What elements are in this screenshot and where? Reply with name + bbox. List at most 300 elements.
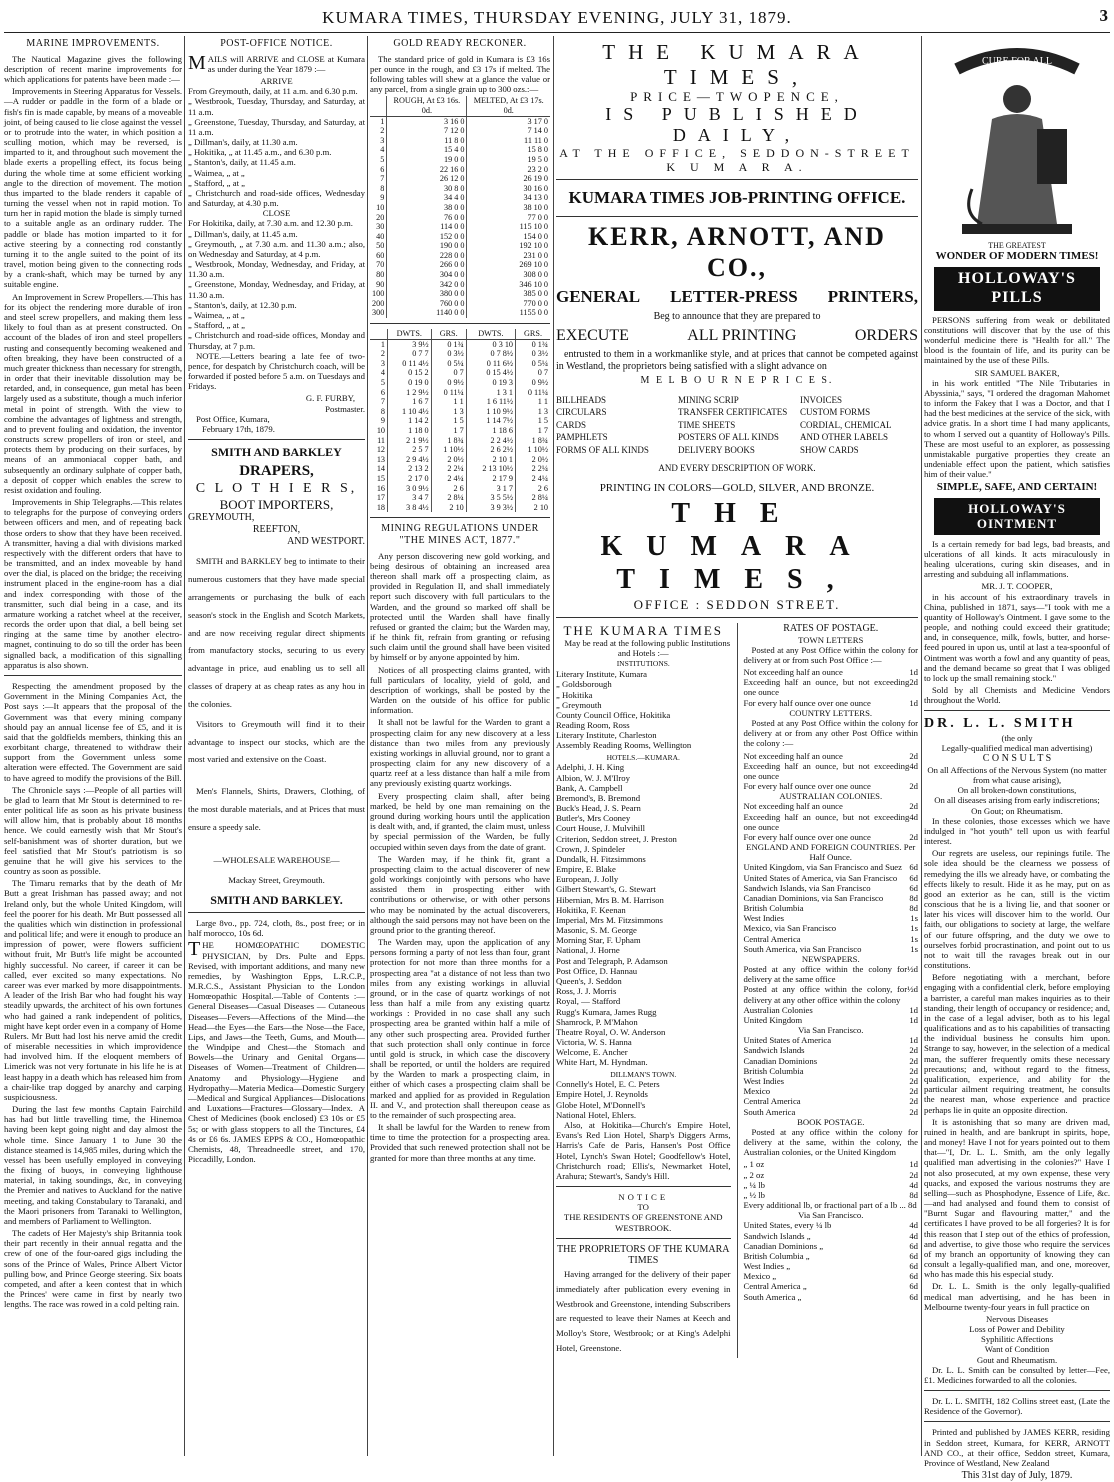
hotel-item: Post and Telegraph, P. Adamson <box>556 955 668 966</box>
postage-row: „ 2 oz 2d <box>743 1169 918 1180</box>
printing-item: INVOICES <box>800 394 842 405</box>
holloway-paragraph: PERSONS suffering from weak or debilitated constitutions will discover that by the use of this wonderful medicine there is "Health for all." The blood is the fountain of life, and its purity can be maintained by the use of these Pills. <box>924 314 1110 366</box>
postage-row: Exceeding half an ounce, but not exceeding one ounce 4d <box>743 760 918 781</box>
dr-smith-list-item: Want of Condition <box>984 1344 1050 1355</box>
close-item: „ Dillman's, daily, at 11.45 a.m. <box>188 228 298 239</box>
hotel-item: Imperial, Mrs M. Fitzsimmons <box>556 914 663 925</box>
job-printing-title: KUMARA TIMES JOB-PRINTING OFFICE. <box>568 188 906 208</box>
gold-dwt-row: 10 1 18 0 1 7 1 18 6 1 7 <box>376 425 548 435</box>
postage-row: For every half ounce over one ounce 1d <box>743 697 918 708</box>
postage-row: Central America 2d <box>743 1096 918 1107</box>
hotel-item: White Hart, M. Hyndman. <box>556 1057 648 1068</box>
country-rows <box>744 751 919 792</box>
post-office-intro: MAILS will ARRIVE and CLOSE at Kumara as under during the Year 1879 :— <box>188 51 365 74</box>
gold-dwt-row: 7 1 6 7 1 1 1 6 11½ 1 1 <box>380 397 548 407</box>
arrive-item: „ Stafford, „ at „ <box>188 177 246 188</box>
hotel-item: Victoria, W. S. Hanna <box>556 1037 632 1048</box>
holloway-paragraph: in his work entitled "The Nile Tributaries in Abyssinia," says, "I ordered the dragoman Mahomet to inform the Fakey that I was a Doctor, and that I had the best medicines at the service of the sick, with advice gratis. In a short time I had many applicants, to whom I served out a quantity of Holloway's Pills. These are most useful to an explorer, as possessing unmistakable purgative properties they create an undeniable effect upon the patient, which satisfies him of their value." <box>924 377 1110 480</box>
hotel-item: Masonic, S. M. George <box>556 925 637 936</box>
hotel-item: Adelphi, J. H. King <box>556 762 625 773</box>
holloway-wonder: WONDER OF MODERN TIMES! <box>935 250 1099 263</box>
postage-row: West Indies 1s <box>743 913 918 924</box>
printers-word: PRINTERS, <box>827 287 918 307</box>
institutions-list <box>556 669 731 750</box>
general-printers-line <box>556 287 918 307</box>
holloway-greatest: THE GREATEST <box>988 241 1046 250</box>
postage-rates <box>744 623 919 1358</box>
country-intro: Posted at any Post Office within the colony for delivery at or from any other Post Office within the colony :— <box>743 717 918 749</box>
postage-row: For every half ounce over one ounce 2d <box>743 781 918 792</box>
hotel-item: Theatre Royal, O. W. Anderson <box>556 1026 666 1037</box>
notice-to: TO <box>637 1202 649 1213</box>
proprietors-title: THE PROPRIETORS OF THE KUMARA TIMES <box>557 1243 730 1267</box>
gold-oz-row: 10 38 0 0 38 10 0 <box>376 202 548 212</box>
institution-item: „ Goldsborough <box>556 679 612 690</box>
kumara-ad-price: PRICE—TWOPENCE, <box>630 89 844 105</box>
dr-smith-list-item: Loss of Power and Debility <box>969 1324 1065 1335</box>
postage-row: British Columbia „ 6d <box>743 1250 918 1261</box>
hotel-item: Albion, W. J. M'Ilroy <box>556 772 630 783</box>
column-divider <box>367 36 368 1456</box>
marine-title: MARINE IMPROVEMENTS. <box>26 38 160 49</box>
divider <box>188 912 365 913</box>
homoeopathic-price: Large 8vo., pp. 724, cloth, 8s., post free; or in half morocco, 10s 6d. <box>188 918 365 939</box>
news-rows <box>744 964 919 1025</box>
close-item: „ Greenstone, Monday, Wednesday, and Friday, at 11.30 a.m. <box>188 279 365 300</box>
news-paragraph: The Timaru remarks that by the death of Mr Butt a great Irishman has passed away; and not Ireland only, but the whole United Kingdom, will feel the poorer for his death. Mr Butt possessed all the qualities which win distinction in professional and political life; and were it enough to produce an impression of power, were flowers sufficient without fruit, Mr Butt's life might be accounted highly successful. No career, if career it can be called, ever excited so many expectations. No career was ever marked by more disappointments. A leader of the Irish Bar who had fought his way steadily upwards, the architect of his own fortunes who had gained a rank independent of politics, might have kept order even in a company of Home Rulers. Mr Butt had lost his nerve amid the credit of miserable necessities in which improvidence had involved him. If the eloquent members of Limerick was not very fortunate in his life he is at least happy in a death which has released him from a chair-like trap dogged by anarchy and carping suspiciousness. <box>4 878 182 1102</box>
divider <box>556 1238 731 1239</box>
book-label: BOOK POSTAGE. <box>797 1116 865 1127</box>
gold-oz-row: 6 22 16 0 23 2 0 <box>380 164 548 174</box>
postage-row: Sandwich Islands „ 4d <box>743 1230 918 1241</box>
smith-barkley-line: AND WESTPORT. <box>287 535 365 547</box>
printing-item: SHOW CARDS <box>800 444 859 455</box>
arrive-label: ARRIVE <box>260 76 293 87</box>
post-office-place: Post Office, Kumara, <box>196 413 270 424</box>
column-divider <box>184 36 185 1456</box>
postage-row: Sandwich Islands, via San Francisco 6d <box>743 882 918 893</box>
divider <box>924 1421 1110 1422</box>
gold-dwt-row: 8 1 10 4½ 1 3 1 10 9½ 1 3 <box>380 406 548 416</box>
dr-smith-list-item: Gout and Rheumatism. <box>976 1354 1058 1365</box>
obtained-title: THE KUMARA TIMES <box>563 622 724 638</box>
obtained-list <box>556 623 738 1358</box>
institutions-label: INSTITUTIONS. <box>616 659 670 669</box>
postage-row: United Kingdom, via San Francisco and Suez 6d <box>743 862 918 873</box>
orders-word: ORDERS <box>854 326 918 344</box>
postage-row: Canadian Dominions „ 6d <box>743 1240 918 1251</box>
book-rows <box>744 1159 919 1200</box>
publication-date: This 31st day of July, 1879. <box>961 1470 1073 1482</box>
dr-smith-only: (the only <box>1001 732 1033 743</box>
post-office-date: February 17th, 1879. <box>202 423 275 434</box>
gold-dwt-row: 15 2 17 0 2 4¼ 2 17 9 2 4¼ <box>376 473 548 483</box>
dillmans-label: DILLMAN'S TOWN. <box>610 1069 677 1079</box>
holloway-simple: SIMPLE, SAFE, AND CERTAIN! <box>936 481 1098 494</box>
grs-header: GRS. <box>431 329 466 339</box>
gold-oz-row: 70 266 0 0 269 10 0 <box>376 260 548 270</box>
gold-dwt-row: 17 3 4 7 2 8¼ 3 5 5½ 2 8¼ <box>376 493 548 503</box>
divider <box>924 1390 1110 1391</box>
postage-row: United States of America, via San Francisco 6d <box>743 872 918 883</box>
notice-title: NOTICE <box>618 1192 669 1203</box>
general-word: GENERAL <box>556 287 641 307</box>
gold-dwt-row: 6 1 2 9½ 0 11¼ 1 3 1 0 11¼ <box>380 387 548 397</box>
gold-oz-table <box>370 96 550 318</box>
postage-row: British Columbia 8d <box>743 903 918 914</box>
execute-line <box>556 327 918 346</box>
postage-row: Central America 1s <box>743 933 918 944</box>
printing-item: CUSTOM FORMS <box>800 407 871 418</box>
smith-barkley-address: Mackay Street, Greymouth. <box>228 874 325 885</box>
printing-item: FORMS OF ALL KINDS <box>556 444 649 455</box>
hotel-item: Shamrock, P. M'Mahon <box>556 1016 638 1027</box>
mining-paragraph: The Warden may, if he think fit, grant a prospecting claim to the actual discoverer of new gold workings conjointly with persons who have assisted them in prospecting either with contributions or otherwise, or with other persons who may be nominated by the actual discoverers, although the said persons may not have been on the ground prior to the granting thereof. <box>370 853 550 935</box>
postage-title: RATES OF POSTAGE. <box>783 622 879 634</box>
close-item: „ Christchurch and road-side offices, Monday and Thursday, at 7 p.m. <box>188 330 365 351</box>
close-item: „ Waimea, „ at „ <box>188 309 245 320</box>
gold-oz-row: 200 760 0 0 770 0 0 <box>372 298 548 308</box>
institution-item: Assembly Reading Rooms, Wellington <box>556 740 692 751</box>
gold-dwt-row: 3 0 11 4½ 0 5¼ 0 11 6½ 0 5¼ <box>380 358 548 368</box>
dr-smith-name: DR. L. L. SMITH <box>924 716 1076 732</box>
gold-oz-row: 90 342 0 0 346 10 0 <box>376 279 548 289</box>
hotel-item: Buck's Head, J. S. Pearn <box>556 803 641 814</box>
mining-paragraph: Every prospecting claim shall, after being marked, be held by one man remaining on the ground during working hours until the application is dealt with, and, if granted, the claim must, unless by special permission of the Warden, be fully occupied within seven days from the date of grant. <box>370 790 550 852</box>
hotel-item: Criterion, Seddon street, J. Preston <box>556 833 677 844</box>
hotel-item: Hibernian, Mrs B. M. Harrison <box>556 894 664 905</box>
gold-dwt-row: 5 0 19 0 0 9½ 0 19 3 0 9½ <box>380 378 548 387</box>
gold-rough-header: ROUGH, At £3 16s. 0d. <box>387 96 467 116</box>
arrive-list <box>188 86 365 208</box>
post-office-title: POST-OFFICE NOTICE. <box>220 38 333 49</box>
column-divider <box>921 36 922 1456</box>
hotel-item: Ross, J. J. Morris <box>556 986 617 997</box>
divider <box>556 216 918 217</box>
printing-item: PAMPHLETS <box>556 432 608 443</box>
column-divider <box>553 36 554 1456</box>
gold-dwt-row: 4 0 15 2 0 7 0 15 4½ 0 7 <box>380 368 548 378</box>
postage-row: For every half ounce over one ounce 2d <box>743 831 918 842</box>
printed-by: Printed and published by JAMES KERR, residing in Seddon street, Kumara, for KERR, ARNOTT AND CO., at their office, Seddon street, Kumara, Province of Westland, New Zealand <box>924 1427 1110 1468</box>
hotel-item: Royal, — Stafford <box>556 996 621 1007</box>
printing-item: MINING SCRIP <box>678 394 739 405</box>
arrive-item: „ Waimea, „ at „ <box>188 167 245 178</box>
hotel-item: National, J. Horne <box>556 945 620 956</box>
book-intro: Posted at any office within the colony for delivery at the same, within the colony, the Australian colonies, or the United Kingdom <box>743 1126 918 1158</box>
postage-row: Not exceeding half an ounce 2d <box>743 801 918 812</box>
masthead-rule <box>4 32 1110 33</box>
hotel-item: Post Office, D. Hannau <box>556 965 638 976</box>
close-list <box>188 218 365 350</box>
baker-name: SIR SAMUEL BAKER, <box>974 367 1060 378</box>
obtained-intro: May be read at the following public Institutions and Hotels :— <box>564 638 731 659</box>
postage-row: United States of America 1d <box>743 1035 918 1046</box>
close-item: „ Stanton's, daily, at 12.30 p.m. <box>188 299 297 310</box>
hotel-item: Morning Star, F. Upham <box>556 935 641 946</box>
postage-row: Mexico, via San Francisco 1s <box>743 923 918 934</box>
gold-oz-row: 80 304 0 0 308 0 0 <box>376 270 548 280</box>
hotel-item: Gilbert Stewart's, G. Stewart <box>556 884 656 895</box>
smith-barkley-warehouse: —WHOLESALE WAREHOUSE— <box>213 854 340 865</box>
gold-dwt-row: 14 2 13 2 2 2¼ 2 13 10½ 2 2¼ <box>376 464 548 474</box>
hotel-item: Crown, J. Spindeler <box>556 843 626 854</box>
hotel-item: Empire, E. Blake <box>556 864 616 875</box>
smith-barkley-body: Men's Flannels, Shirts, Drawers, Clothing, of the most durable materials, and at Prices that must ensure a speedy sale. <box>188 786 365 832</box>
obtained-also: Also, at Hokitika—Church's Empire Hotel, Evans's Red Lion Hotel, Sharp's Diggers Arms, Harris's Cafe de Paris, Hansen's Post Office Hotel, Lynch's Swan Hotel; Goodfellow's Hotel, Christchurch road; Ellis's, Newmarket Hotel, Arahura; Stewart's, Sandy's Hill. <box>556 1119 731 1181</box>
smith-barkley-body: Visitors to Greymouth will find it to their advantage to inspect our stocks, which are the most varied and extensive on the Coast. <box>188 718 365 765</box>
dr-smith-qualified: Legally-qualified medical man advertising) <box>941 742 1093 753</box>
close-item: „ Greymouth, „ at 7.30 a.m. and 11.30 a.m.; also, on Wednesday and Saturday, at 4 p.m. <box>188 238 365 259</box>
holloway-pills-banner: HOLLOWAY'S PILLS <box>934 267 1100 310</box>
postage-row: Central America „ 6d <box>743 1281 918 1292</box>
kumara-ad-published: IS PUBLISHED DAILY, <box>605 104 869 146</box>
hotel-item: Butler's, Mrs Cooney <box>556 813 631 824</box>
close-item: For Hokitika, daily, at 7.30 a.m. and 12.30 p.m. <box>188 218 353 229</box>
kumara-ad-office: AT THE OFFICE, SEDDON-STREET <box>559 146 915 161</box>
postage-row: Posted at any office within the colony for delivery at the same office ½d <box>743 964 918 985</box>
printing-item: TRANSFER CERTIFICATES <box>678 407 788 418</box>
dwts-header: DWTS. <box>466 329 515 339</box>
postmaster-signature: G. F. FURBY, <box>305 393 355 404</box>
holloway-illustration <box>924 36 1110 241</box>
postage-row: British Columbia 2d <box>743 1065 918 1076</box>
town-label: TOWN LETTERS <box>798 634 864 645</box>
divider <box>370 323 550 324</box>
postage-row: Exceeding half an ounce, but not exceeding one ounce 4d <box>743 811 918 832</box>
hotel-item: Bremond's, B. Bremond <box>556 792 641 803</box>
mining-title: MINING REGULATIONS UNDER "THE MINES ACT, 1877." <box>381 523 539 546</box>
arrive-item: „ Stanton's, daily, at 11.45 a.m. <box>188 157 296 168</box>
dillmans-item: Connelly's Hotel, E. C. Peters <box>556 1079 660 1090</box>
dr-smith-list-item: Syphilitic Affections <box>981 1334 1053 1345</box>
gold-oz-row: 8 30 8 0 30 16 0 <box>380 183 548 193</box>
dr-smith-paragraph: In these colonies, those excesses which we have indulged in "hot youth" tell upon us with fearful interest. <box>924 815 1110 847</box>
arrive-item: „ Dillman's, daily, at 11.30 a.m. <box>188 137 298 148</box>
grs-header: GRS. <box>516 329 550 339</box>
dr-smith-line: On all diseases arising from early indiscretions; <box>934 795 1100 806</box>
news-paragraph: The Chronicle says :—People of all parties will be glad to learn that Mr Stout is determined to re-enter political life as soon as his private business will allow him, that is probably about 18 months hence. We could earnestly wish that Mr Stout's self-banishment was of shorter duration, but we feel satisfied that Mr Stout's patriotism is so genuine that he will give his services to the country as soon as possible. <box>4 784 182 877</box>
column-kumara-ads <box>556 36 918 1456</box>
postage-row: „ ½ lb 8d <box>743 1189 918 1200</box>
hotels-list <box>556 762 731 1067</box>
gold-dwt-row: 13 2 9 4½ 2 0½ 2 10 1 2 0½ <box>376 454 548 464</box>
close-item: „ Westbrook, Monday, Wednesday, and Friday, at 11.30 a.m. <box>188 259 365 280</box>
dr-smith-paragraph: Dr. L. L. Smith is the only legally-qualified medical man advertising, and he has been in Melbourne twenty-four years in full practice on <box>924 1281 1110 1312</box>
gold-title: GOLD READY RECKONER. <box>393 38 527 49</box>
gold-oz-row: 30 114 0 0 115 10 0 <box>376 222 548 232</box>
gold-intro: The standard price of gold in Kumara is £3 16s per ounce in the rough, and £3 17s if melted. The following tables will shew at a glance the value or any parcel, from a single grain up to 300 ozs.:— <box>370 53 550 95</box>
divider <box>556 179 918 180</box>
postage-row: Canadian Dominions, via San Francisco 8d <box>743 892 918 903</box>
gold-oz-row: 300 1140 0 0 1155 0 0 <box>372 308 548 318</box>
marine-paragraph: Improvements in Ship Telegraphs.—This relates to telegraphs for the purpose of conveying orders between officers and men, and of repeating back those orders to show that they have been received. A transmitter, having a dial with divisions marked respectively with the different orders that have to be transmitted, and an index moveable by hand over the dial, is placed on the bridge; the receiving instrument placed in the engine-room has a dial and index corresponding with those of the transmitter, such dial being in a case, and its armature working a ratchet wheel at the receiver, records the order upon that dial, a bell being set ringing at the same time by another electro-magnet, continuing to do so till the order has been signalled back, a modification of this signalling apparatus is also shown. <box>4 497 182 670</box>
marine-paragraph: Improvements in Steering Apparatus for Vessels.—A rudder or paddle in the form of a blade or fish's fin is made capable, by means of a moveable joint, of being caused to lie close against the vessel or to protrude into the water, in which position a sculling motion, which may be reversed, is imparted to it, and throughout such movement the blade exerts a propelling effect, its focus being during the whole time at some efficient working angle to the direction of movement. The motion thus imparted to the blade renders it capable of turning the vessel when not in rapid motion. To turn her in rapid motion the blade is simply turned to a suitable angle as an ordinary rudder. The paddle or blade has motion imparted to it for active steering by a connecting rod constantly turning it to the angle suited to the point of its travel, motion being given to the connecting rods by a crank-shaft, which may be turned by any suitable engine. <box>4 86 182 290</box>
institution-item: County Council Office, Hokitika <box>556 709 671 720</box>
marine-paragraph: An Improvement in Screw Propellers.—This has for its object the rendering more durable of iron and steel screw propellers, and making them less likely to foul than as at present constructed. On account of the blades of iron and steel propellers rusting and consequently becoming weakened and often breaking, they have been constructed of a much greater thickness than necessary for strength, in order that their inevitable dissolution may be retarded, and, in consequence, gun metal has been largely used as a substitute, though a much inferior metal in point of strength. With the view to combine the advantages of lightness and strength, and to prevent fouling and oxidation, the inventor constructs screw propellers of iron or steel, and protects them by producing on their surfaces, by means of an ammoniacal copper bath, and subsequently an ordinary sulphate of copper bath, a deposit of copper which enables the screw to resist oxidation and fouling. <box>4 291 182 495</box>
smith-barkley-line: BOOT IMPORTERS, <box>219 497 334 512</box>
postage-row: South America, via San Francisco 1s <box>743 943 918 954</box>
gold-oz-row: 4 15 4 0 15 8 0 <box>380 145 548 155</box>
kumara-ad-town: K U M A R A. <box>666 160 808 175</box>
divider <box>556 617 918 618</box>
gold-oz-row: 3 11 8 0 11 11 0 <box>380 135 548 145</box>
via-label: Via San Francisco. <box>798 1025 864 1036</box>
institution-item: „ Hokitika <box>556 689 593 700</box>
close-item: „ Stafford, „ at „ <box>188 320 246 331</box>
postage-row: South America „ 6d <box>743 1291 918 1302</box>
hotel-item: Hokitika, F. Keenan <box>556 904 626 915</box>
gold-dwt-row: 16 3 0 9½ 2 6 3 1 7 2 6 <box>376 483 548 493</box>
gold-oz-row: 1 3 16 0 3 17 0 <box>380 116 548 126</box>
column-post-office <box>188 36 365 1456</box>
aus-label: AUSTRALIAN COLONIES. <box>779 791 883 802</box>
gold-oz-row: 2 7 12 0 7 14 0 <box>380 126 548 136</box>
kumara-office: OFFICE : SEDDON STREET. <box>633 596 841 612</box>
arrive-item: From Greymouth, daily, at 11 a.m. and 6.30 p.m. <box>188 86 358 97</box>
notice-residents: THE RESIDENTS OF GREENSTONE AND WESTBROOK. <box>563 1212 723 1233</box>
news-paragraph: Respecting the amendment proposed by the Government in the Mining Companies Act, the Post says :—It appears that the proposal of the Government was that every mining company should pay an annual license fee of £5, and it is said that the goldfields members, thinking this an exorbitant charge, threatened to withdraw their support from the Government unless some alteration were effected. The Government are said to have agreed to modify the provisions of the Bill. <box>4 681 182 783</box>
postage-row: Exceeding half an ounce, but not exceeding one ounce 2d <box>743 677 918 698</box>
close-label: CLOSE <box>262 208 291 219</box>
gold-oz-row: 7 26 12 0 26 19 0 <box>380 174 548 184</box>
gold-oz-row: 60 228 0 0 231 0 0 <box>376 250 548 260</box>
country-label: COUNTRY LETTERS. <box>789 707 873 718</box>
news-paragraph: During the last few months Captain Fairchild has had but little travelling time, the Hinemoa having been kept going night and day almost the whole time. Since January 1 to June 30 the distance steamed is 14,985 miles, during which the vessel has been usefully employed in conveying the fixing of buoys, in conveying lighthouse material, in taking soundings, &c, in conveying the Premier and natives to Auckland for the native meeting, and taking Constabulary to Taranaki, and the Maori prisoners from Taranaki to Wellington, and members of Parliament to Wellington. <box>4 1104 182 1226</box>
gold-melted-header: MELTED, At £3 17s. 0d. <box>467 96 550 116</box>
dr-smith-line: On Gout; on Rheumatism. <box>971 805 1063 816</box>
printing-item: DELIVERY BOOKS <box>678 444 755 455</box>
book-extra: Every additional lb, or fractional part of a lb ... 8d <box>743 1200 917 1211</box>
dillmans-list <box>556 1079 731 1120</box>
arrive-item: „ Christchurch and road-side offices, Wednesday and Saturday, at 4.30 p.m. <box>188 187 365 209</box>
hotel-item: Court House, J. Mulvihill <box>556 823 646 834</box>
gold-oz-row: 9 34 4 0 34 13 0 <box>380 193 548 203</box>
postage-row: United Kingdom 1d <box>743 1014 918 1025</box>
postage-row: „ ¼ lb 4d <box>743 1179 918 1190</box>
hotel-item: Dundalk, H. Fitzsimmons <box>556 853 646 864</box>
post-office-note: NOTE.—Letters bearing a late fee of two-pence, for despatch by Christchurch coach, will be forwarded if posted before 5 a.m. on Tuesdays and Fridays. <box>188 350 365 392</box>
page-number: 3 <box>1099 6 1108 25</box>
dr-smith-list-item: Nervous Diseases <box>985 1313 1048 1324</box>
printing-item: BILLHEADS <box>556 394 606 405</box>
holloway-paragraph: Is a certain remedy for bad legs, bad breasts, and ulcerations of all kinds. It acts miraculously in healing ulcerations, curing skin diseases, and in arresting and subduing all inflammations. <box>924 538 1110 580</box>
divider <box>924 710 1110 711</box>
sub-columns <box>556 623 918 1358</box>
postage-row: Not exceeding half an ounce 2d <box>743 750 918 761</box>
foreign-rows <box>744 862 919 954</box>
dr-smith-paragraph: Dr. L. L. Smith can be consulted by letter—Fee, £1. Medicines forwarded to all the colonies. <box>924 1364 1110 1385</box>
smith-barkley-name: SMITH AND BARKLEY <box>211 445 342 460</box>
divider <box>370 517 550 518</box>
homoeopathic-body: THE HOMŒOPATHIC DOMESTIC PHYSICIAN, by Drs. Pulte and Epps. Revised, with important additions, and many new remedies, by Washington Epps, L.R.C.P., M.R.C.S., Assistant Physician to the London Homœopathic Hospital.—Table of Contents :—General Diseases—Casual Diseases — Cutaneous Diseases—Fevers—Affections of the Mind—the Head—the Eyes—the Ears—the Nose—the Face, Lips, and Jaws—the Teeth, Gums, and Mouth—the Windpipe and Chest—the Stomach and Bowels—the Urinary and Genital Organs—Diseases of Women—Treatment of Children—Anatomy and Physiology—Hygiene and Hydropathy—Materia Medica—Domestic Surgery—Medical and Surgical Appliances—Dislocations and Luxations—Fractures—Glossary—Index. A Chest of Medicines (book enclosed) £3 10s or £5 5s; or with glass stoppers to all the Tinctures, £4 4s or £6 6s. JAMES EPPS & CO., Homœopathic Chemists, 48, Threadneedle street, and 170, Piccadilly, London. <box>188 938 365 1165</box>
postage-row: Australian Colonies 1d <box>743 1004 918 1015</box>
gold-dwt-table <box>370 329 550 512</box>
column-holloway-smith <box>924 36 1110 1482</box>
gold-oz-row: 5 19 0 0 19 5 0 <box>380 154 548 164</box>
column-gold-mining <box>370 36 550 1456</box>
via-rows <box>744 1035 919 1116</box>
mining-paragraph: Notices of all prospecting claims granted, with full particulars of locality, yield of gold, and description of workings, shall be posted by the Warden on the outside of his office for public information. <box>370 664 550 716</box>
holloway-paragraph: in his account of his extraordinary travels in China, published in 1871, says—"I took with me a quantity of Holloway's Ointment. I gave some to the people, and nothing could exceed their gratitude; and, in consequence, milk, fowls, butter, and horse-feed poured in upon us, until at last a tea-spoonful of Ointment was worth a fowl and any quantity of peas, and the demand became so great that I was obliged to lock up the small remaining stock." <box>924 591 1110 683</box>
cure-for-all-banner: CURE FOR ALL <box>981 55 1053 67</box>
dr-smith-line: On all broken-down constitutions, <box>957 785 1077 796</box>
printing-item: CIRCULARS <box>556 407 607 418</box>
gold-dwt-row: 18 3 8 4½ 2 10 3 9 3½ 2 10 <box>376 502 548 512</box>
hotel-item: European, J. Jolly <box>556 874 619 885</box>
dr-smith-paragraph: Our regrets are useless, our repinings futile. The sole idea should be the clearness we possess of remedying the ills we already have, or combating the effects likely to result. Hide it as he may, put on as good an exterior as he can, still is the victim conscious that he is a living lie, and that sooner or later his vices will discover him to the world. Our faith, our obligations to society at large, the welfare of our future offspring, and the duty we owe to ourselves forbid procrastination, and point out to us not to wait till the ravages break out in our constitutions. <box>924 848 1110 971</box>
arrive-item: „ Hokitika, „ at 11.45 a.m., and 6.30 p.m. <box>188 147 332 158</box>
gold-dwt-row: 2 0 7 7 0 3½ 0 7 8½ 0 3½ <box>380 349 548 359</box>
hotel-item: Bank, A. Campbell <box>556 782 623 793</box>
hotel-item: Queen's, J. Seddon <box>556 975 622 986</box>
postage-row: Mexico „ 6d <box>743 1271 918 1282</box>
holloway-sold: Sold by all Chemists and Medicine Vendors throughout the World. <box>924 685 1110 706</box>
via2-rows <box>744 1220 919 1301</box>
arrive-item: „ Westbrook, Tuesday, Thursday, and Saturday, at 11 a.m. <box>188 96 365 117</box>
postage-row: Not exceeding half an ounce 1d <box>743 667 918 678</box>
town-intro: Posted at any Post Office within the colony for delivery at or from such Post Office :— <box>743 644 918 665</box>
institution-item: „ Greymouth <box>556 699 602 710</box>
dr-smith-paragraph: It is astonishing that so many are driven mad, ruined in health, and are bankrupt in spirits, hope, and money! Have I not for years pointed out to them that—"I, Dr. L. L. Smith, am the only legally qualified man advertising in the colonies?" Have I not also prosecuted, at my own expense, these very quacks, and exposed the various nostrums they are selling—such as Phosphodyne, Essence of Life, &c.—and had analysed and found them to consist of "Burnt Sugar and flavouring matter," and the certificates I have proved to be all forgeries? It is for this reason that I step out of the ethics of profession, and advertise, to give those who require the services of my branch an opportunity of knowing they can consult a legally-qualified man, and one, moreover, who has made this his especial study. <box>924 1116 1110 1280</box>
mining-paragraph: Any person discovering new gold working, and being desirous of obtaining an increased area thereon shall mark off a prospecting claim, as provided in Regulation II, and shall immediately report such discovery with full particulars to the Warden, and the ground so marked off shall be protected until the Warden shall have finally refused or granted the claim; but the Warden may, if he think fit, refrain from granting or refusing such claim until the ground shall have been visited by himself or by anyone appointed by him. <box>370 550 550 663</box>
news-label: NEWSPAPERS. <box>801 953 860 964</box>
dr-smith-line: On all Affections of the Nervous System (no matter from what cause arising), <box>927 764 1107 785</box>
goddess-illustration-icon <box>942 39 1092 239</box>
divider <box>556 1186 731 1187</box>
gold-dwt-row: 11 2 1 9½ 1 8¾ 2 2 4½ 1 8¾ <box>377 435 548 445</box>
execute-word: EXECUTE <box>556 326 629 344</box>
postage-row: Canadian Dominions 2d <box>743 1055 918 1066</box>
via2-label: Via San Francisco. <box>798 1210 864 1221</box>
dr-smith-address: Dr. L. L. SMITH, 182 Collins street east, (Late the Residence of the Governor). <box>924 1396 1110 1417</box>
hotels-label: HOTELS.—KUMARA. <box>606 752 680 762</box>
printing-item: POSTERS OF ALL KINDS <box>678 432 779 443</box>
smith-barkley-line: REEFTON, <box>252 523 301 535</box>
postage-row: Posted at any office within the colony, for delivery at any other office within the colony ½d <box>743 984 918 1005</box>
printing-item: TIME SHEETS <box>678 419 736 430</box>
every-description: AND EVERY DESCRIPTION OF WORK. <box>658 463 816 474</box>
hotel-item: Welcome, E. Ancher <box>556 1047 628 1058</box>
smith-barkley-name2: SMITH AND BARKLEY. <box>210 893 343 908</box>
mining-paragraph: It shall be lawful for the Warden to renew from time to time the protection for a prospecting area. Provided that such renewed protection shall not be granted for more than three months at any time. <box>370 1122 550 1163</box>
gold-dwt-row: 9 1 14 2 1 5 1 14 7½ 1 5 <box>380 416 548 426</box>
all-printing-word: ALL PRINTING <box>687 326 797 344</box>
printing-colors: PRINTING IN COLORS—GOLD, SILVER, AND BRONZE. <box>599 481 875 494</box>
postage-row: „ 1 oz 1d <box>743 1159 918 1170</box>
dillmans-item: Globe Hotel, M'Donnell's <box>556 1099 646 1110</box>
postage-row: Mexico 2d <box>743 1086 918 1097</box>
smith-barkley-line: DRAPERS, <box>239 463 314 480</box>
kumara-ad-title: THE KUMARA TIMES, <box>602 40 872 89</box>
gold-oz-row: 100 380 0 0 385 0 0 <box>372 289 548 299</box>
printing-item: CORDIAL, CHEMICAL <box>800 419 892 430</box>
job-printing-body: entrusted to them in a workmanlike style, and at prices that cannot be competed against in Westland, the proprietors being satisfied with a slight advance on <box>556 349 918 373</box>
arrive-item: „ Greenstone, Tuesday, Thursday, and Saturday, at 11 a.m. <box>188 116 365 137</box>
smith-barkley-line: GREYMOUTH, <box>188 512 255 524</box>
gold-dwt-row: 12 2 5 7 1 10½ 2 6 2½ 1 10½ <box>376 445 548 455</box>
printing-items-grid <box>556 395 918 456</box>
news-paragraph: The cadets of Her Majesty's ship Britannia took their part recently in their annual regatta and the crew of one of the four-oared gigs including the sons of the Prince of Wales, Prince Albert Victor pulling bow, and Prince George steering. Six boats competed, and after a keen contest that in which the Princes' were came in first by nearly two lengths. The race was rowed in a cold pelting rain. <box>4 1228 182 1310</box>
gold-oz-row: 20 76 0 0 77 0 0 <box>376 212 548 222</box>
divider <box>4 675 182 676</box>
mining-paragraph: It shall not be lawful for the Warden to grant a prospecting claim for any new discovery at a less distance than two miles from any previously existing workings in alluvial ground, nor to grant a prospecting claim for any new discovery of a quartz reef at a less distance than half a mile from any previously existing quartz workings. <box>370 717 550 789</box>
postage-row: United States, every ¼ lb 4d <box>743 1220 918 1231</box>
masthead: KUMARA TIMES, THURSDAY EVENING, JULY 31, 1879. <box>322 8 792 27</box>
dillmans-item: National Hotel, Ehlers. <box>556 1109 637 1120</box>
gold-oz-row: 50 190 0 0 192 10 0 <box>376 241 548 251</box>
town-rows <box>744 667 919 708</box>
